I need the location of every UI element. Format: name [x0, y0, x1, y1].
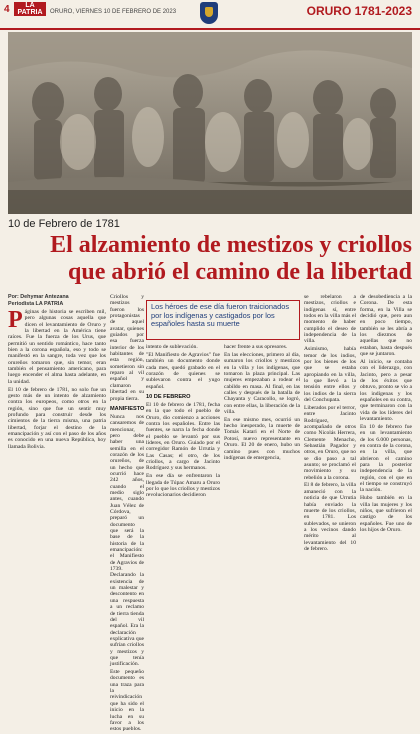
article-paragraph: de desobediencia a la Corona. De esta forma, en la Villa se decidió que, pero aun en poco tiempo, también se les abría a los diezmos de aquellas que no estaban, hasta después que se juntaron. — [360, 294, 412, 358]
article-column-5 — [304, 294, 356, 554]
article-paragraph: Este pequeño documento es una traza para la reivindicación que ha sido el inicio en la lucha en su favor a los estos pueblos. — [110, 669, 144, 733]
article-paragraph: se rebelaron a mestizos, criollos e indígenas sí, entre todos en la villa más el momento de haber cumplido el deseo de independencia de la villa. — [304, 294, 356, 345]
article-paragraph: Hubo también en la villa las mujeres y los niños, que sufrieron el castigo de los españoles. Fue uno de los hijos de Oruro. — [360, 495, 412, 533]
byline-org: Periodista LA PATRIA — [8, 300, 64, 307]
byline-author: Por: Dehymar Antezana — [8, 294, 69, 300]
article-paragraph: El 8 de febrero, la villa amaneció con la noticia de que Urrutia había enviado la muerte de los criollos, en 1781. Los sublevados, se unieron a los vecinos dando mérito al levantamiento del 10 de febrero. — [304, 482, 356, 552]
headline — [8, 232, 412, 286]
pull-quote: Los héroes de ese día fueron traicionados por los indígenas y castigados por los españoles hasta su muerte — [146, 300, 300, 340]
page-number: 4 — [4, 4, 10, 15]
article-paragraph: El 10 de febrero de 1781, no solo fue un gesto más de un intento de alzamiento contra los europeos, como otros en la región, sino que fue un sentir muy profundo para construir desde los cimientos de la tierra misma, una patria libertad, forjar el destino de la emancipación y así con el paso de los años es conocido en una nueva República, hoy llamada Bolivia. — [8, 386, 106, 450]
photo-caption: 10 de Febrero de 1781 — [8, 218, 120, 230]
article-paragraph: intento de sublevación. — [146, 344, 198, 350]
article-paragraph: "El Manifiesto de Agravios" fue también un documento donde cada mes, quedó grabado en el corazón de quienes se sublevaron contra el yugo español. — [146, 351, 220, 390]
article-paragraph: Páginas de historia se escriben mil, pero algunas cosas aquella que dicen el levantamiento de Oruro y la libertad en la América tiene raíces. Fue la fuerza de los Urus, que permitió un sentido romántico, hace tanto bien a la corona española, eso y todo se manifestó en la sangre, toda vez que los orureños tomaron que, sin temor, eran también el pensamiento americano, para luego encender el alma hasta adelante, en la unidad. — [8, 307, 106, 385]
bas-relief-image — [8, 32, 412, 214]
article-column-6 — [360, 294, 412, 535]
article-column-1 — [8, 309, 106, 452]
bas-relief-photo — [8, 32, 412, 214]
article-paragraph: En las elecciones, primero al día, sumaron los criollos y mestizos en la villa y los indígenas, que tomaron la plaza principal. Las mujeres empezaban a rodear el cabildo en masa. Al final, en las calles y después de la batalla de Chayanta y Caracollo, se logró, con entre ellas, la liberación de la villa. — [224, 351, 300, 415]
article-paragraph: hacer frente a sus opresores. — [224, 344, 288, 350]
article-paragraph: Criollos y mestizos fueron los protagonistas de aquel avatar, quienes guiados por esa fuerza interior de los habitantes de esta región, sometieron sin reparo al vil español y clamaron libertad en su propia tierra. — [110, 294, 144, 402]
drop-cap: P — [8, 307, 23, 333]
article-paragraph: En ese día se enfrentaron la llegada de Túpac Amaru a Oruro por lo que los criollos y mestizos revolucionarios decidieron — [146, 473, 220, 499]
article-paragraph: El 10 de febrero de 1781, fecha en la que todo el pueblo de Oruro, dio comienzo a acciones contra los españoles. Entre las fuentes, se narra la fecha donde el pueblo se levantó por sus líderes, en Oruro. Guiado por el corregidor Ramón de Urrutia y Las Casas; el otro, de los criollos, a cargo de Jacinto Rodríguez y sus hermanos. — [146, 401, 220, 472]
headline-line-1: El alzamiento de mestizos y criollos — [50, 232, 412, 258]
article-column-4 — [224, 344, 300, 463]
article-paragraph: Liberados por el terror, entre Jacinto Rodríguez, acompañado de otros como Nicolás Herrera, Clemente Menacho, Sebastián Pagador y otros, en Oruro, que no se dio paso a tal asunto; se proclamó el movimiento y su rebelión a la corona. — [304, 404, 356, 481]
byline — [8, 294, 106, 307]
subheading: MANIFIESTO — [110, 405, 145, 412]
page-header — [0, 0, 420, 30]
article-paragraph: Nunca nos cansaremos de mencionar, pero debe haber una semilla en el corazón de los orureños, de un hecho que ocurrió hace 242 años, cuando el medio siglo antes, cuando Juan Vélez de Córdova, preparó un documento que será la base de la historia de la emancipación: el Manifiesto de Agravios de 1739. Declarando la existencia de un malestar y descontento en una respuesta a un reclamo de tierra tienda del vil español. Era la declaración explicativa que sufrían criollos y mestizos y que tenía justificación. — [110, 413, 145, 668]
subheading: 10 DE FEBRERO — [146, 393, 191, 400]
article-paragraph: Asimismo, había temor de los indios, por los bienes de los que se estaba apropiando en la villa, lo que llevó a la tensión entre ellos y los indios de la sierra del Conchupata. — [304, 346, 356, 403]
headline-line-2: que abrió el camino de la libertad — [68, 259, 412, 285]
article-paragraph: En 10 de febrero fue en un levantamiento de los 6.000 personas, en contra de la corona, en la villa, que abrieron el camino para la posterior independencia de la región, con el que en el tiempo se construyó la nación. — [360, 423, 412, 494]
article-paragraph: En ese mismo mes, ocurrió un hecho inesperado, la muerte de Tomás Katari en el Norte de Potosí, nuevo representante en Oruro. El 20 de enero, hubo un camino pues con muchos indígenas de emergencia, — [224, 416, 300, 461]
article-column-2 — [110, 294, 144, 734]
header-date: ORURO, VIERNES 10 DE FEBRERO DE 2023 — [50, 9, 177, 15]
article-paragraph: Al inicio, se contaba con el liderazgo, con Jacinto, pero a pesar de los éxitos que obtuvo, pronto se vio a los indígenas y los españoles en su contra, que terminaron con la vida de los líderes del levantamiento. — [360, 358, 412, 423]
coat-of-arms-icon — [200, 2, 218, 24]
section-title: ORURO 1781-2023 — [306, 4, 412, 18]
newspaper-logo: LA PATRIA — [14, 2, 46, 16]
article-column-3 — [146, 344, 220, 500]
